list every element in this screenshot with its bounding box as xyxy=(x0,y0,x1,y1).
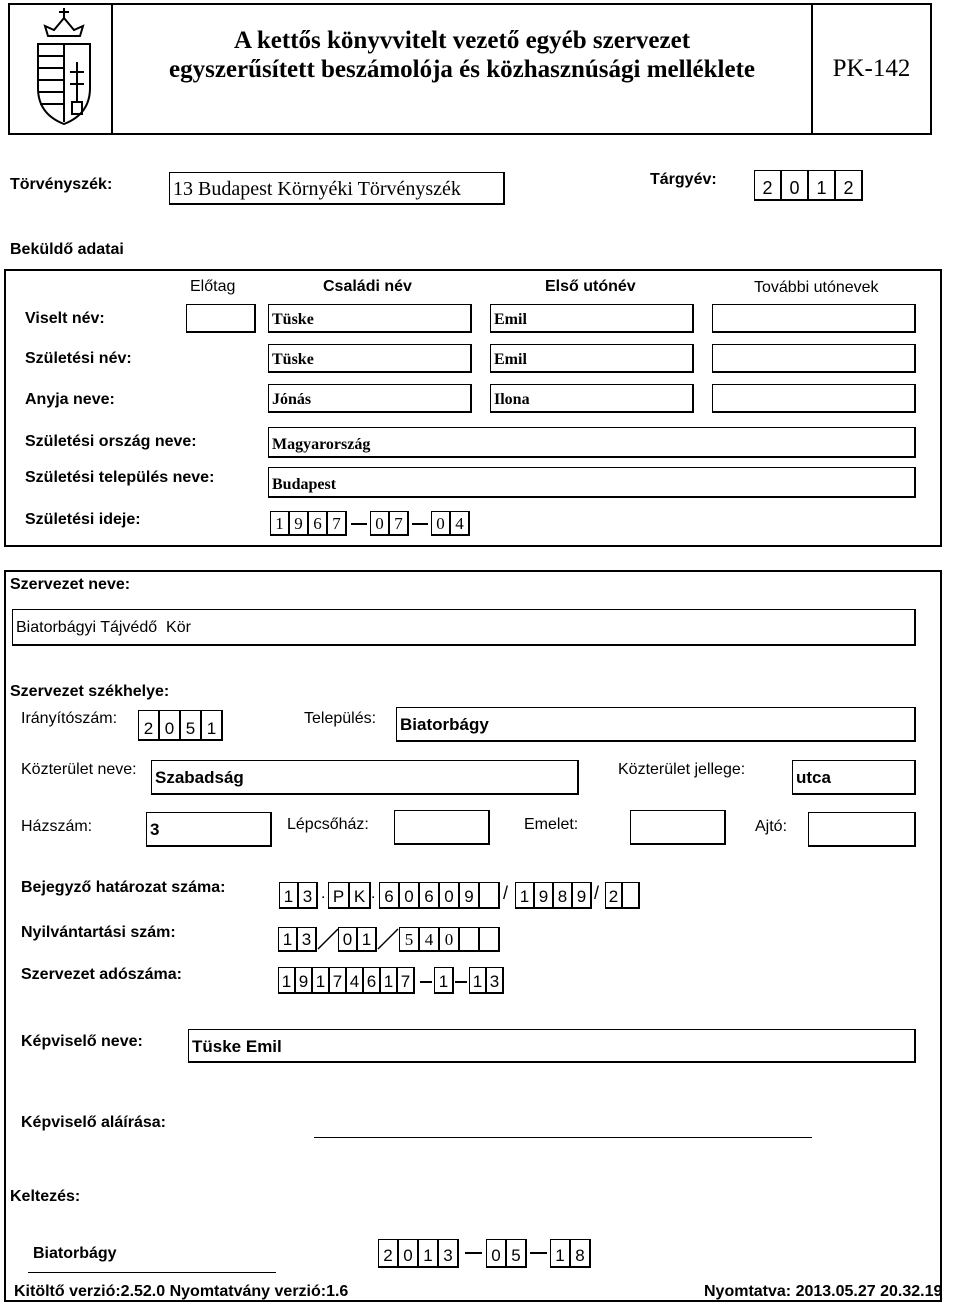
digit-cell: 4 xyxy=(346,967,364,994)
birth-year-cells[interactable] xyxy=(270,511,347,536)
street-type-label: Közterület jellege: xyxy=(618,761,746,778)
dated-place-line xyxy=(28,1272,276,1273)
digit-cell: K xyxy=(349,882,371,909)
digit-cell: 6 xyxy=(308,511,328,536)
registry-cells-d[interactable] xyxy=(515,882,592,909)
digit-cell xyxy=(479,927,500,952)
house-value: 3 xyxy=(150,820,160,839)
rep-label: Képviselő neve: xyxy=(21,1033,143,1050)
record-label: Nyilvántartási szám: xyxy=(21,924,176,941)
record-slash-1 xyxy=(317,927,339,951)
col-family-header: Családi név xyxy=(323,278,412,295)
birth-first-value: Emil xyxy=(494,351,527,368)
dated-place: Biatorbágy xyxy=(33,1245,117,1262)
digit-cell: 1 xyxy=(418,1239,439,1268)
street-label: Közterület neve: xyxy=(21,761,137,778)
digit-cell: 1 xyxy=(278,927,298,952)
digit-cell xyxy=(479,882,500,909)
birth-city-label: Születési település neve: xyxy=(25,469,215,486)
court-field[interactable] xyxy=(169,172,505,205)
registry-cells-e[interactable] xyxy=(605,882,640,909)
dated-label: Keltezés: xyxy=(10,1188,81,1205)
mother-first-value: Ilona xyxy=(494,391,530,408)
birth-date-dash-2 xyxy=(412,523,428,525)
digit-cell: 5 xyxy=(399,927,420,952)
digit-cell: 1 xyxy=(808,170,836,201)
sender-section-title: Beküldő adatai xyxy=(10,241,124,258)
digit-cell: 1 xyxy=(201,710,223,741)
tax-cells-a[interactable] xyxy=(278,967,415,994)
col-prefix-header: Előtag xyxy=(190,278,236,295)
tax-dash-2 xyxy=(455,981,467,983)
street-type-value: utca xyxy=(796,768,831,787)
col-first-header: Első utónév xyxy=(545,278,636,295)
birth-date-dash-1 xyxy=(351,523,367,525)
record-cells-b[interactable] xyxy=(338,927,377,952)
name-more-field[interactable] xyxy=(712,304,916,333)
birth-date-label: Születési ideje: xyxy=(25,511,141,528)
name-family-value: Tüske xyxy=(272,311,314,328)
zip-cells[interactable] xyxy=(138,710,223,741)
birth-country-value: Magyarország xyxy=(272,436,371,453)
rep-value: Tüske Emil xyxy=(192,1037,282,1056)
digit-cell: 0 xyxy=(439,927,460,952)
stair-field[interactable] xyxy=(394,810,490,845)
dated-dash-2 xyxy=(530,1252,547,1254)
mother-label: Anyja neve: xyxy=(25,391,115,408)
birth-name-label: Születési név: xyxy=(25,350,132,367)
record-slash-2 xyxy=(377,927,399,951)
tax-label: Szervezet adószáma: xyxy=(21,966,182,983)
street-type-field[interactable] xyxy=(792,760,916,795)
birth-family-value: Tüske xyxy=(272,351,314,368)
digit-cell: 0 xyxy=(486,1239,507,1268)
street-value: Szabadság xyxy=(155,768,244,787)
registry-cells-b[interactable] xyxy=(328,882,371,909)
digit-cell: 1 xyxy=(434,967,454,994)
birth-city-value: Budapest xyxy=(272,476,337,493)
digit-cell: 0 xyxy=(338,927,358,952)
dated-year-cells[interactable] xyxy=(378,1239,459,1268)
mother-first-field[interactable] xyxy=(490,384,694,413)
digit-cell: 1 xyxy=(270,511,290,536)
digit-cell xyxy=(459,927,480,952)
digit-cell: 1 xyxy=(312,967,330,994)
footer-version: Kitöltő verzió:2.52.0 Nyomtatvány verzió:1.6 xyxy=(14,1283,349,1300)
digit-cell: 9 xyxy=(572,882,592,909)
tax-cells-c[interactable] xyxy=(469,967,504,994)
door-field[interactable] xyxy=(808,812,916,847)
digit-cell: 0 xyxy=(398,1239,419,1268)
digit-cell: 7 xyxy=(389,511,409,536)
digit-cell: 0 xyxy=(370,511,390,536)
registry-cells-c[interactable] xyxy=(379,882,500,909)
registry-label: Bejegyző határozat száma: xyxy=(21,879,226,896)
birth-day-cells[interactable] xyxy=(431,511,470,536)
digit-cell: 3 xyxy=(298,882,318,909)
digit-cell: 4 xyxy=(450,511,470,536)
registry-cells-a[interactable] xyxy=(279,882,318,909)
digit-cell: 0 xyxy=(781,170,809,201)
digit-cell: 0 xyxy=(399,882,420,909)
rep-field[interactable] xyxy=(188,1029,916,1063)
floor-label: Emelet: xyxy=(524,816,579,833)
dated-day-cells[interactable] xyxy=(550,1239,591,1268)
org-name-value: Biatorbágyi Tájvédő Kör xyxy=(16,619,191,636)
floor-field[interactable] xyxy=(630,810,726,845)
year-cells[interactable] xyxy=(754,170,863,201)
digit-cell: 8 xyxy=(570,1239,591,1268)
mother-family-field[interactable] xyxy=(268,384,472,413)
digit-cell: 3 xyxy=(486,967,504,994)
form-title xyxy=(113,26,811,84)
digit-cell: 5 xyxy=(506,1239,527,1268)
year-label: Tárgyév: xyxy=(650,171,717,188)
court-label: Törvényszék: xyxy=(10,176,113,193)
name-family-field[interactable] xyxy=(268,304,472,333)
digit-cell: 6 xyxy=(363,967,381,994)
record-cells-a[interactable] xyxy=(278,927,317,952)
form-code: PK-142 xyxy=(832,55,911,82)
city-field[interactable] xyxy=(396,707,916,742)
digit-cell: 2 xyxy=(754,170,782,201)
tax-cells-b[interactable] xyxy=(434,967,454,994)
digit-cell: 2 xyxy=(378,1239,399,1268)
digit-cell: 9 xyxy=(534,882,554,909)
registry-dot-2: . xyxy=(371,885,376,902)
signature-line[interactable] xyxy=(314,1137,812,1138)
house-label: Házszám: xyxy=(21,818,93,835)
org-name-label: Szervezet neve: xyxy=(10,576,131,593)
registry-slash-1: / xyxy=(503,883,509,903)
digit-cell: 0 xyxy=(439,882,460,909)
digit-cell: 3 xyxy=(438,1239,459,1268)
registry-slash-2: / xyxy=(594,883,600,903)
digit-cell: 9 xyxy=(295,967,313,994)
registry-dot-1: . xyxy=(321,885,326,902)
digit-cell: 7 xyxy=(397,967,415,994)
court-value: 13 Budapest Környéki Törvényszék xyxy=(173,178,461,200)
zip-label: Irányítószám: xyxy=(21,710,118,727)
digit-cell: 1 xyxy=(515,882,535,909)
birth-city-field[interactable] xyxy=(268,467,916,498)
name-first-field[interactable] xyxy=(490,304,694,333)
house-field[interactable] xyxy=(146,812,272,847)
digit-cell: 7 xyxy=(327,511,347,536)
stair-label: Lépcsőház: xyxy=(287,816,369,833)
digit-cell: 1 xyxy=(279,882,299,909)
tax-dash-1 xyxy=(420,981,432,983)
birth-country-field[interactable] xyxy=(268,427,916,458)
digit-cell: 1 xyxy=(278,967,296,994)
sign-label: Képviselő aláírása: xyxy=(21,1114,166,1131)
door-label: Ajtó: xyxy=(755,818,788,835)
city-label: Település: xyxy=(304,710,377,727)
birth-family-field[interactable] xyxy=(268,344,472,373)
digit-cell: 1 xyxy=(357,927,377,952)
org-name-field[interactable] xyxy=(12,609,916,646)
digit-cell: 6 xyxy=(379,882,400,909)
digit-cell: 4 xyxy=(419,927,440,952)
mother-more-field[interactable] xyxy=(712,384,916,413)
dated-month-cells[interactable] xyxy=(486,1239,527,1268)
digit-cell: 3 xyxy=(297,927,317,952)
birth-month-cells[interactable] xyxy=(370,511,409,536)
digit-cell: 7 xyxy=(329,967,347,994)
col-more-header: További utónevek xyxy=(754,279,879,296)
name-prefix-field[interactable] xyxy=(186,304,256,333)
dated-dash-1 xyxy=(465,1252,482,1254)
name-label: Viselt név: xyxy=(25,310,105,327)
digit-cell: 1 xyxy=(380,967,398,994)
city-value: Biatorbágy xyxy=(400,715,489,734)
record-cells-c[interactable] xyxy=(399,927,500,952)
birth-more-field[interactable] xyxy=(712,344,916,373)
birth-country-label: Születési ország neve: xyxy=(25,433,197,450)
digit-cell: 9 xyxy=(289,511,309,536)
digit-cell: 2 xyxy=(605,882,623,909)
footer-printed: Nyomtatva: 2013.05.27 20.32.19 xyxy=(704,1283,943,1300)
digit-cell: 8 xyxy=(553,882,573,909)
mother-family-value: Jónás xyxy=(272,391,312,408)
digit-cell: 6 xyxy=(419,882,440,909)
digit-cell: 1 xyxy=(550,1239,571,1268)
digit-cell: 1 xyxy=(469,967,487,994)
name-first-value: Emil xyxy=(494,311,527,328)
form-title-line2: egyszerűsített beszámolója és közhasznúsági melléklete xyxy=(169,56,755,83)
digit-cell: 5 xyxy=(180,710,202,741)
digit-cell xyxy=(622,882,640,909)
birth-first-field[interactable] xyxy=(490,344,694,373)
street-field[interactable] xyxy=(151,760,579,795)
digit-cell: P xyxy=(328,882,350,909)
form-title-line1: A kettős könyvvitelt vezető egyéb szervezet xyxy=(233,27,691,54)
digit-cell: 2 xyxy=(138,710,160,741)
digit-cell: 2 xyxy=(835,170,863,201)
coat-of-arms-icon xyxy=(30,6,98,128)
digit-cell: 0 xyxy=(159,710,181,741)
org-seat-label: Szervezet székhelye: xyxy=(10,683,170,700)
digit-cell: 9 xyxy=(459,882,480,909)
digit-cell: 0 xyxy=(431,511,451,536)
